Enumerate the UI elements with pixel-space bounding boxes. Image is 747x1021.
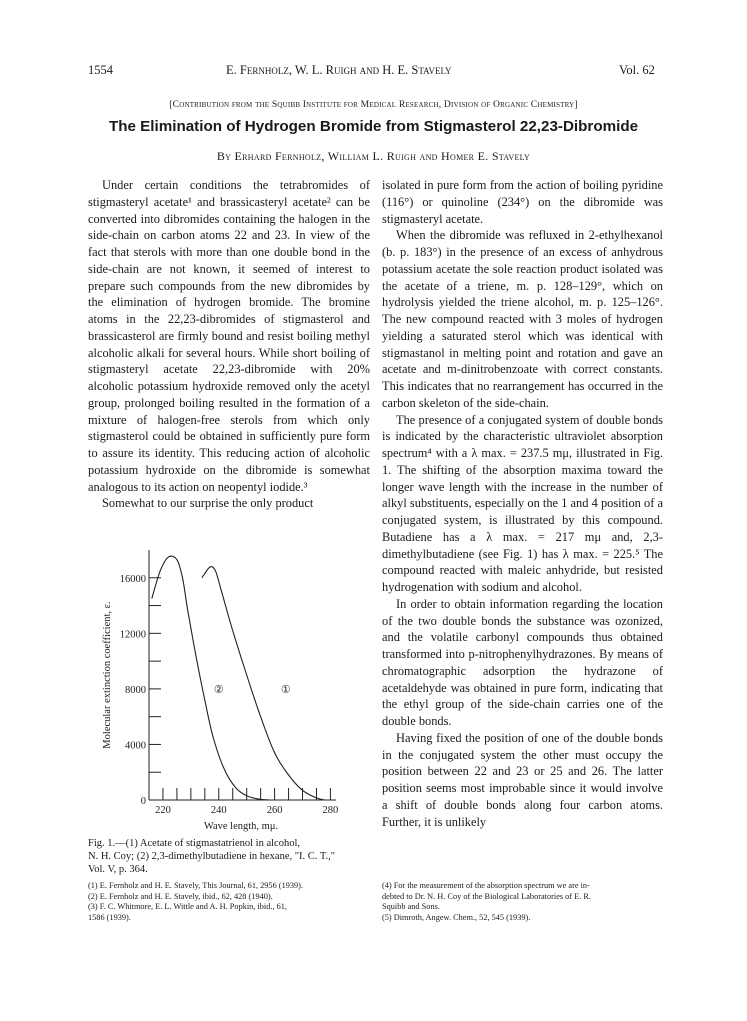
left-paragraph-2: Somewhat to our surprise the only product xyxy=(102,496,314,511)
footnote-4c: Squibb and Sons. xyxy=(382,902,440,912)
x-axis-label: Wave length, mμ. xyxy=(203,821,279,832)
y-tick-label: 8000 xyxy=(125,684,146,696)
right-paragraph-1: isolated in pure form from the action of boiling pyridine (116°) or quinoline (234°) on the dibromide was stigmasteryl acetate. xyxy=(382,178,663,226)
caption-line-3: Vol. V, p. 364. xyxy=(88,863,148,875)
footnote-4a: (4) For the measurement of the absorption spectrum we are in- xyxy=(382,881,590,890)
y-tick-label: 4000 xyxy=(125,740,146,752)
right-column xyxy=(382,177,663,830)
footnote-3b: 1586 (1939). xyxy=(88,912,131,922)
caption-line-2: N. H. Coy; (2) 2,3-dimethylbutadiene in hexane, "I. C. T.," xyxy=(88,850,336,862)
left-paragraph-1: Under certain conditions the tetrabromides of stigmasteryl acetate¹ and brassicasteryl acetate² can be converted into dibromides containing the halogen in the side-chain on carbon atoms 22 and 23. In view of the fact that sterols with more than one double bond in the side-chain are not known, it seemed of interest to prepare such compounds from the new dibromides by the elimination of hydrogen bromide. The bromine atoms in the 22,23-dibromides of stigmasterol and brassicasterol are firmly bound and resist boiling methyl alcoholic alkali for several hours. While short boiling of stigmasteryl acetate 22,23-dibromide with 20% alcoholic potassium hydroxide removed only the acetyl group, prolonged boiling resulted in the formation of a mixture of halogen-free sterols from which only stigmasterol could be obtained in sufficiently pure form to assure its identity. This reducing action of alcoholic potassium hydroxide on the dibromide is somewhat analogous to its action on neopentyl iodide.³ xyxy=(88,178,370,494)
figure-1-chart xyxy=(88,538,373,838)
page-number: 1554 xyxy=(88,63,113,77)
footnote-3a: (3) F. C. Whitmore, E. L. Wittle and A. H. Popkin, ibid., 61, xyxy=(88,902,287,912)
right-paragraph-4: In order to obtain information regarding the location of the two double bonds the substance was ozonized, and the volatile carbonyl compounds thus obtained transformed into p-nitrophenylhydrazones. By means of chromatographic adsorption the hydrazone of acetaldehyde was obtained in pure form, indicating that the ethyl group of the side-chain carries one of the double bonds. xyxy=(382,596,663,728)
article-title: The Elimination of Hydrogen Bromide from Stigmasterol 22,23-Dibromide xyxy=(108,118,639,135)
caption-line-1: Fig. 1.—(1) Acetate of stigmastatrienol in alcohol, xyxy=(88,838,300,849)
x-tick-label: 260 xyxy=(266,805,283,816)
y-tick-label: 0 xyxy=(140,796,146,807)
footnote-5: (5) Dimroth, Angew. Chem., 52, 545 (1939). xyxy=(382,912,531,922)
footnotes-left xyxy=(88,881,370,923)
y-axis-label: Molecular extinction coefficient, ε. xyxy=(102,601,113,749)
series-curve-2 xyxy=(152,556,269,800)
author-byline: By Erhard Fernholz, William L. Ruigh and Homer E. Stavely xyxy=(216,149,531,163)
footnote-4b: debted to Dr. N. H. Coy of the Biological Laboratories of E. R. xyxy=(382,891,591,901)
right-paragraph-3: The presence of a conjugated system of double bonds is indicated by the characteristic ultraviolet absorption spectrum⁴ with a λ max. = 237.5 mμ, illustrated in Fig. 1. The shifting of the absorption maxima toward the longer wave length with the increase in the number of alkyl substituents, especially on the 1 and 4 position of a conjugated system, is illustrated by this compound. Butadiene has a λ max. = 217 mμ and, 2,3-dimethylbutadiene (see Fig. 1) has λ max. = 225.⁵ The compound reacted with maleic anhydride, but resisted hydrogenation with sodium and alcohol. xyxy=(382,412,663,594)
figure-caption xyxy=(88,838,370,876)
right-paragraph-2: When the dibromide was refluxed in 2-ethylhexanol (b. p. 183°) in the presence of an excess of anhydrous potassium acetate the sole reaction product isolated was the acetate of a triene, m. p. 128–129°, which on hydrolysis yielded the triene alcohol, m. p. 125–126°. The new compound reacted with 3 moles of hydrogen yielding a saturated sterol which was identical with stigmastanol in melting point and rotation and gave an acetate and m-dinitrobenzoate with correct constants. This indicates that no rearrangement has occurred in the carbon skeleton of the side-chain. xyxy=(382,228,663,410)
curve-label-1: ① xyxy=(280,683,291,696)
left-column xyxy=(88,177,370,512)
contribution-line: [Contribution from the Squibb Institute for Medical Research, Division of Organic Chemistry] xyxy=(169,99,578,110)
x-tick-label: 240 xyxy=(210,805,227,816)
curve-label-2: ② xyxy=(213,683,224,696)
footnote-1: (1) E. Fernholz and H. E. Stavely, This Journal, 61, 2956 (1939). xyxy=(88,881,303,890)
running-head: E. Fernholz, W. L. Ruigh and H. E. Stavely xyxy=(226,63,452,77)
y-tick-label: 16000 xyxy=(119,573,146,585)
volume-label: Vol. 62 xyxy=(619,63,655,77)
y-tick-label: 12000 xyxy=(119,629,146,641)
right-paragraph-5: Having fixed the position of one of the double bonds in the conjugated system the other must occupy the position between 22 and 23 or 25 and 26. The latter position seems most improbable since it would involve a shift of double bonds along four carbon atoms. Further, it is unlikely xyxy=(382,730,663,829)
footnote-2: (2) E. Fernholz and H. E. Stavely, ibid., 62, 428 (1940). xyxy=(88,891,273,901)
footnotes-right xyxy=(382,881,663,923)
x-tick-label: 220 xyxy=(155,805,171,816)
x-tick-label: 280 xyxy=(322,805,339,816)
